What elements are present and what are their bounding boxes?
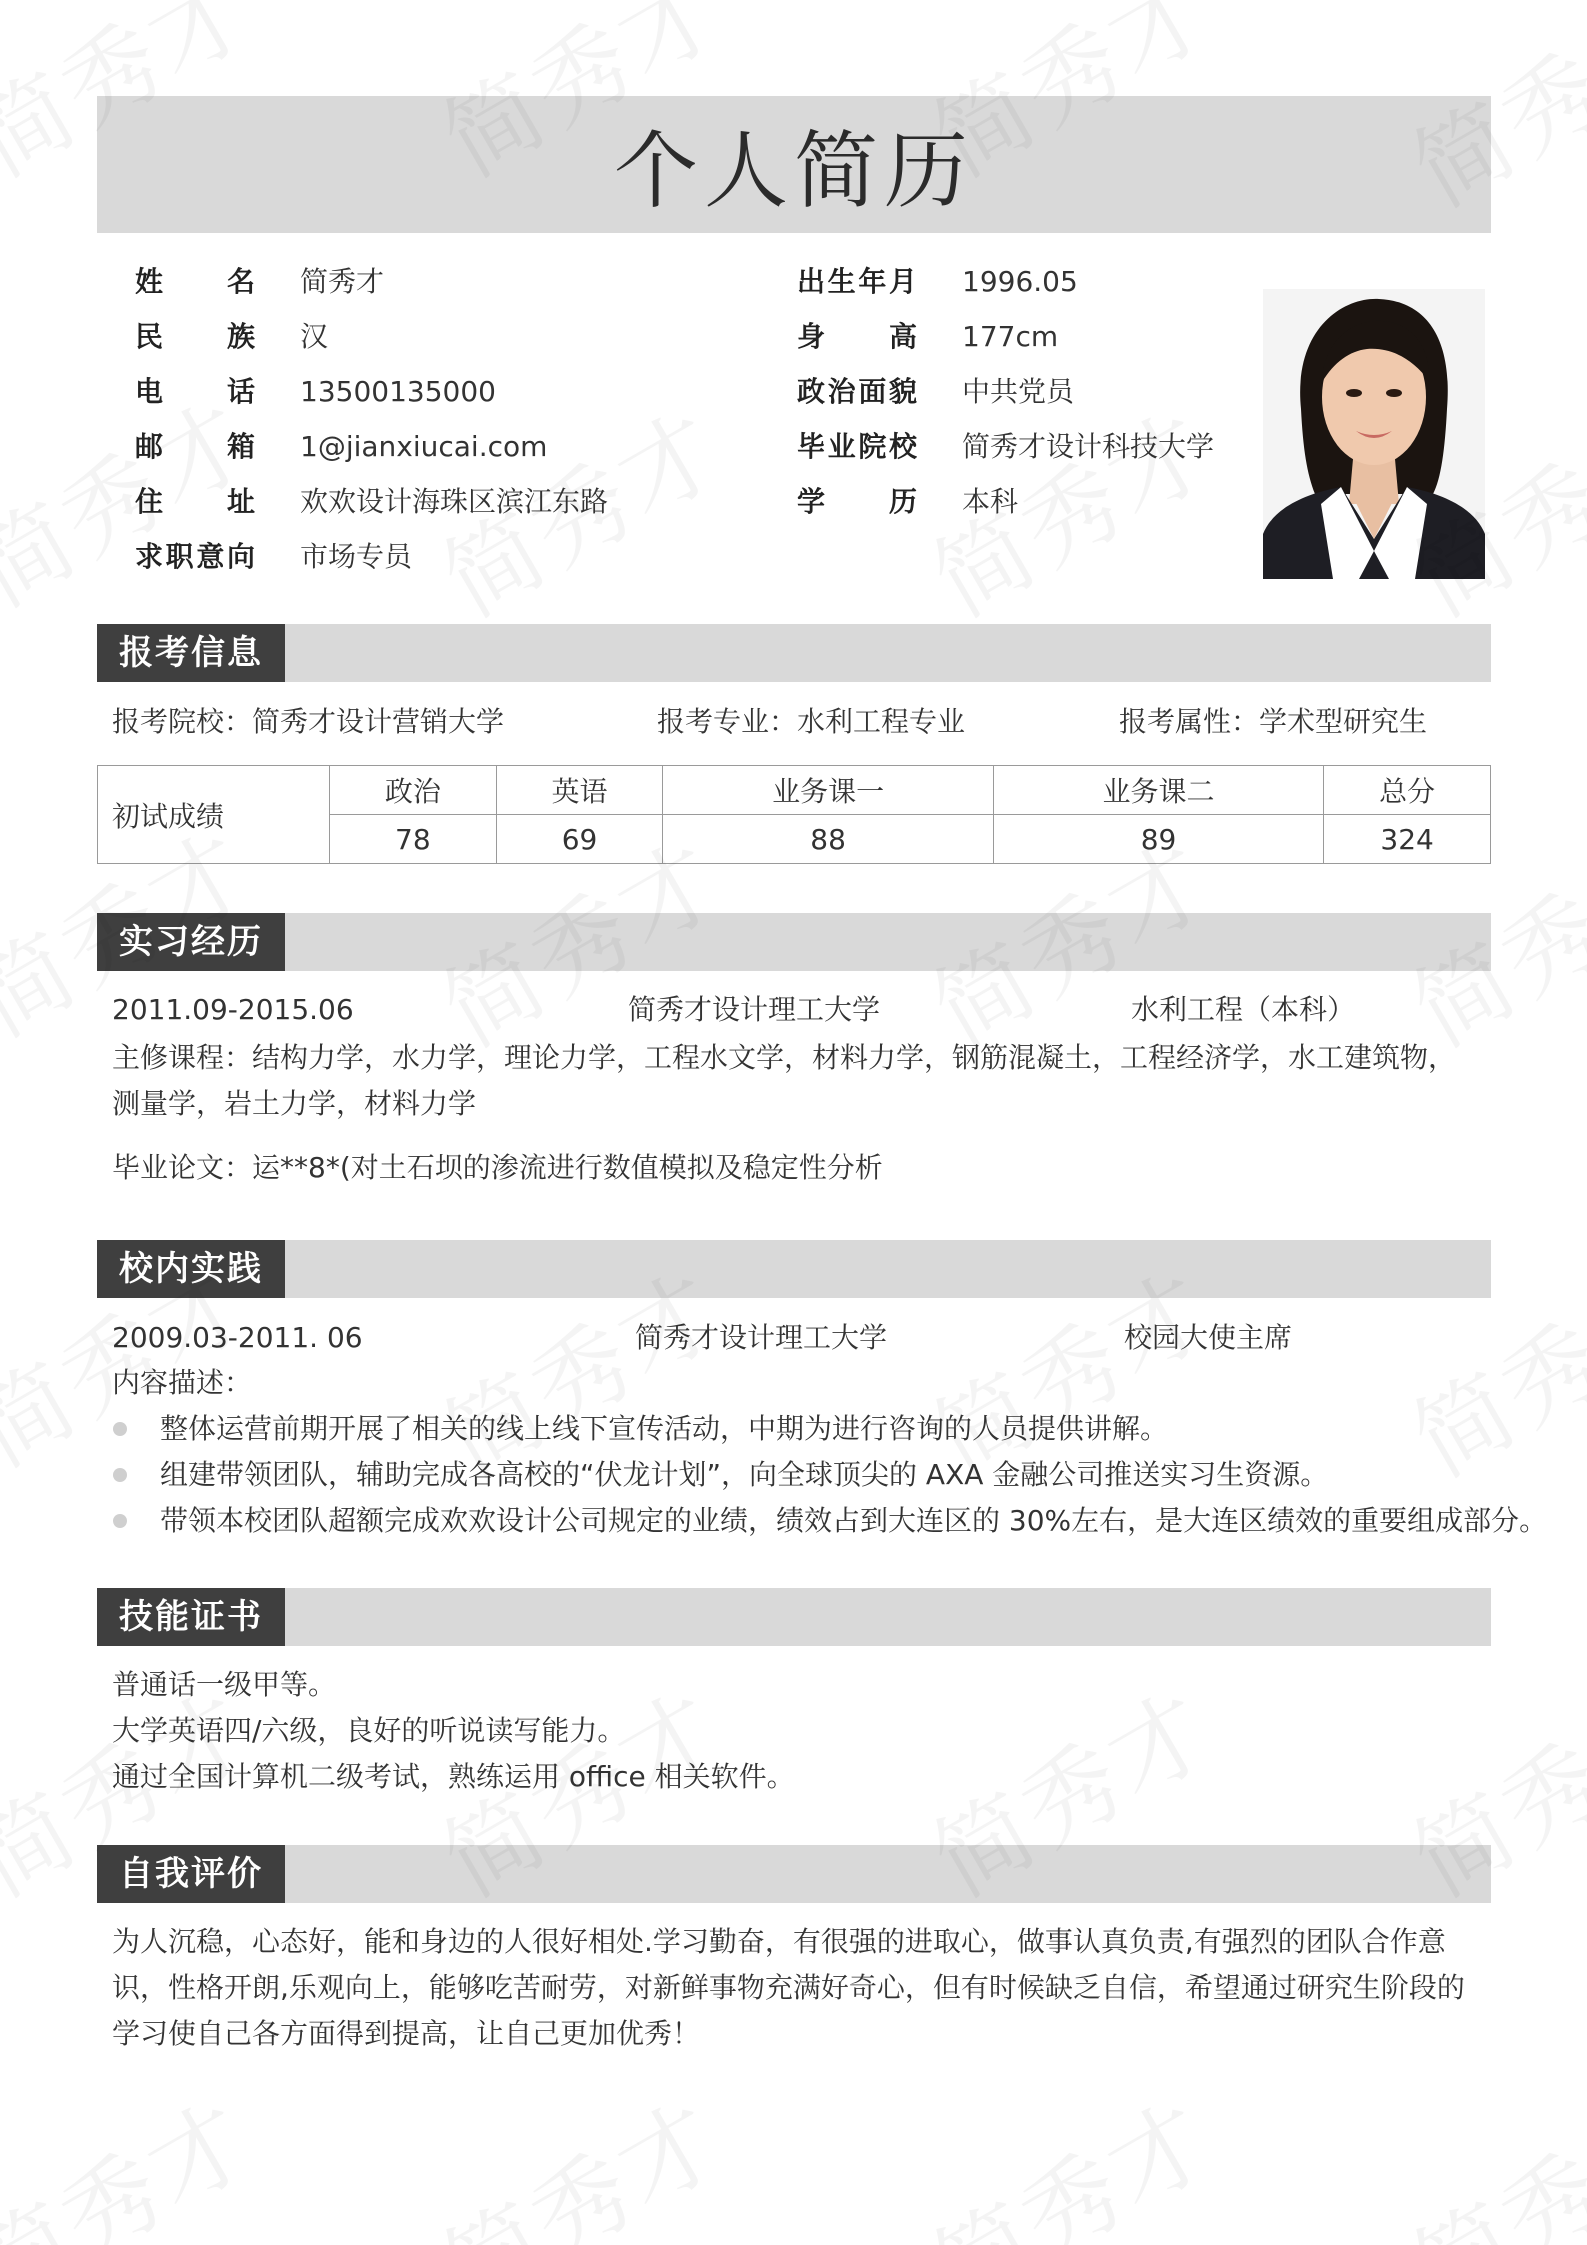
info-label: 电话	[135, 375, 255, 408]
score-value: 324	[1324, 815, 1491, 864]
practice-school: 简秀才设计理工大学	[635, 1321, 888, 1354]
header-band	[97, 96, 1491, 233]
exam-type: 报考属性：学术型研究生	[1119, 705, 1428, 738]
exam-school: 报考院校：简秀才设计营销大学	[112, 705, 505, 738]
watermark	[906, 374, 1234, 643]
info-label: 姓名	[135, 265, 255, 298]
watermark	[906, 2064, 1234, 2245]
score-header: 总分	[1324, 766, 1491, 815]
info-value: 177cm	[962, 320, 1059, 353]
score-value: 89	[993, 815, 1323, 864]
skill-item: 普通话一级甲等。	[112, 1668, 337, 1701]
self-eval-text: 为人沉稳，心态好，能和身边的人很好相处.学习勤奋，有很强的进取心，做事认真负责,有强烈的团队合作意识，性格开朗,乐观向上，能够吃苦耐劳，对新鲜事物充满好奇心，但有时候缺乏自信，希望通过研究生阶段的学习使自己各方面得到提高，让自己更加优秀！	[112, 1925, 1465, 2050]
bullet-dot	[113, 1422, 127, 1436]
table-row	[98, 766, 1491, 815]
score-value: 69	[496, 815, 663, 864]
info-value: 汉	[300, 320, 329, 353]
section-header-exam	[97, 624, 1491, 682]
education-period: 2011.09-2015.06	[112, 993, 354, 1026]
info-label: 毕业院校	[797, 430, 917, 463]
practice-period: 2009.03-2011. 06	[112, 1321, 363, 1354]
section-header-self-eval	[97, 1845, 1491, 1903]
info-value: 市场专员	[300, 540, 413, 573]
info-value: 1996.05	[962, 265, 1078, 298]
score-header: 政治	[330, 766, 497, 815]
skill-item: 通过全国计算机二级考试，熟练运用 office 相关软件。	[112, 1760, 795, 1793]
info-label: 民族	[135, 320, 255, 353]
info-label: 身高	[797, 320, 917, 353]
section-title: 报考信息	[97, 624, 285, 682]
list-item: 带领本校团队超额完成欢欢设计公司规定的业绩，绩效占到大连区的 30%左右，是大连区绩效的重要组成部分。	[160, 1504, 1548, 1537]
info-label: 求职意向	[135, 540, 255, 573]
info-value: 简秀才设计科技大学	[962, 430, 1215, 463]
score-header: 业务课一	[663, 766, 993, 815]
education-school: 简秀才设计理工大学	[628, 993, 881, 1026]
bullet-dot	[113, 1468, 127, 1482]
info-value: 简秀才	[300, 265, 385, 298]
exam-major: 报考专业：水利工程专业	[657, 705, 966, 738]
info-value: 欢欢设计海珠区滨江东路	[300, 485, 609, 518]
info-value: 1@jianxiucai.com	[300, 430, 548, 463]
education-thesis: 毕业论文：运**8*(对土石坝的渗流进行数值模拟及稳定性分析	[112, 1151, 883, 1184]
info-label: 住址	[135, 485, 255, 518]
info-label: 政治面貌	[797, 375, 917, 408]
watermark	[416, 2064, 744, 2245]
practice-role: 校园大使主席	[1124, 1321, 1293, 1354]
education-courses: 主修课程：结构力学，水力学，理论力学，工程水文学，材料力学，钢筋混凝土，工程经济学，水工建筑物，测量学，岩土力学，材料力学	[112, 1041, 1457, 1120]
score-header: 英语	[496, 766, 663, 815]
score-table	[97, 765, 1491, 864]
info-value: 本科	[962, 485, 1019, 518]
page-title: 个人简历	[613, 122, 974, 220]
section-header-education	[97, 913, 1491, 971]
info-label: 学历	[797, 485, 917, 518]
score-row-label: 初试成绩	[98, 766, 330, 864]
skill-item: 大学英语四/六级，良好的听说读写能力。	[112, 1714, 626, 1747]
info-label: 出生年月	[797, 265, 917, 298]
list-item: 组建带领团队，辅助完成各高校的“伏龙计划”，向全球顶尖的 AXA 金融公司推送实习生资源。	[160, 1458, 1329, 1491]
info-value: 中共党员	[962, 375, 1075, 408]
list-item: 整体运营前期开展了相关的线上线下宣传活动，中期为进行咨询的人员提供讲解。	[160, 1412, 1169, 1445]
score-value: 88	[663, 815, 993, 864]
bullet-dot	[113, 1514, 127, 1528]
section-title: 校内实践	[97, 1240, 285, 1298]
info-label: 邮箱	[135, 430, 255, 463]
section-title: 自我评价	[97, 1845, 285, 1903]
watermark	[1386, 2064, 1587, 2245]
section-header-skills	[97, 1588, 1491, 1646]
section-header-practice	[97, 1240, 1491, 1298]
practice-desc-label: 内容描述：	[112, 1366, 253, 1399]
section-title: 技能证书	[97, 1588, 285, 1646]
score-header: 业务课二	[993, 766, 1323, 815]
section-title: 实习经历	[97, 913, 285, 971]
profile-photo	[1263, 289, 1485, 579]
score-value: 78	[330, 815, 497, 864]
info-value: 13500135000	[300, 375, 496, 408]
education-major: 水利工程（本科）	[1131, 993, 1356, 1026]
watermark	[0, 2064, 274, 2245]
